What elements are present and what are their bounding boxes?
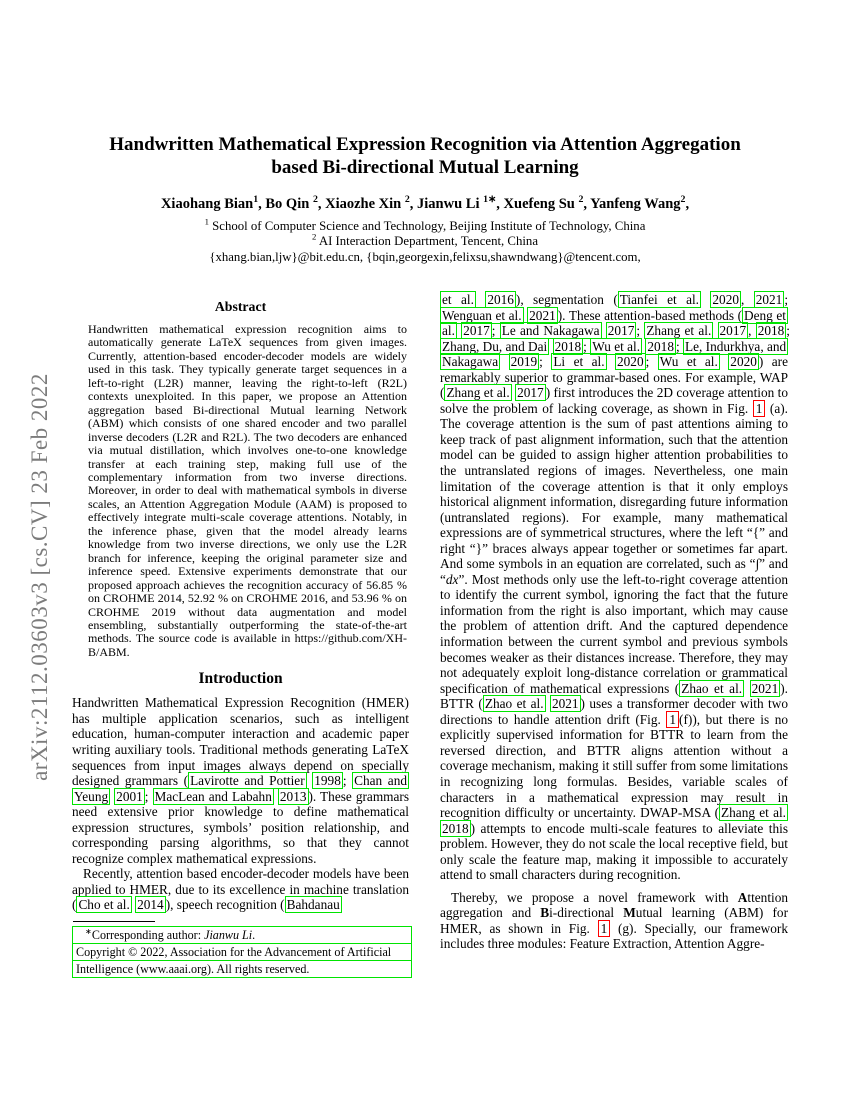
text-segment: Thereby, we propose a novel framework with	[451, 889, 738, 905]
figure-reference-link[interactable]: 1	[666, 711, 679, 728]
citation-link[interactable]: Tianfei et al.	[619, 292, 700, 307]
footnote-rule	[73, 921, 155, 922]
text-segment: i-directional	[549, 905, 624, 921]
citation-link[interactable]: Zhao et al.	[681, 680, 743, 696]
citation-link[interactable]: MacLean and Labahn	[154, 788, 272, 804]
citation-link[interactable]: et al.	[442, 292, 474, 307]
text-segment: ) attempts to encode multi-scale features to alleviate this problem. However, they do not scale the local receptive field, but only scale the feature map, making it impossible to accurately attend to small characters during recognition.	[440, 820, 788, 883]
text-segment: 2	[404, 194, 410, 206]
text-segment: ”. Most methods only use the left-to-right coverage attention to identify the current symbol, ignoring the fact that the future information from the right is also important, which may cause the problem of attention drift. And the captured dependence information between the current symbol and previous symbols becomes weaker as their distances increase. Therefore, they may not adequately exploit long-distance correlation or grammatical specification of mathematical expressions (	[440, 571, 788, 696]
text-segment: ;	[491, 323, 500, 339]
citation-link[interactable]: Wu et al.	[592, 338, 641, 354]
citation-link[interactable]: 2021	[529, 307, 556, 323]
text-segment: ). These attention-based methods (	[557, 307, 743, 323]
footnote-copyright-line-1: Copyright © 2022, Association for the Advancement of Artificial	[72, 943, 412, 961]
citation-link[interactable]: Zhang et al.	[721, 805, 786, 821]
intro-paragraph-2	[72, 866, 409, 913]
citation-link[interactable]: 2021	[551, 696, 579, 712]
text-segment	[701, 292, 710, 307]
citation-link[interactable]: Chan and Yeung	[74, 773, 408, 804]
citation-link[interactable]: Zhang et al.	[446, 385, 510, 401]
citation-link[interactable]: Lavirotte and Pottier	[190, 773, 305, 789]
footnote-block	[72, 921, 412, 978]
introduction-heading: Introduction	[198, 670, 283, 688]
text-segment: , Xuefeng Su	[496, 196, 579, 212]
citation-link[interactable]: 2019	[510, 354, 538, 370]
text-segment: ). BTTR (	[440, 680, 788, 712]
affiliation-2	[0, 234, 850, 249]
footnote-copyright-line-2: Intelligence (www.aaai.org). All rights reserved.	[72, 960, 412, 978]
text-segment: 1	[253, 194, 259, 206]
right-column	[440, 292, 788, 952]
figure-reference-link[interactable]: 1	[753, 400, 766, 417]
citation-link[interactable]: 2017	[463, 323, 490, 339]
citation-link[interactable]: 2018	[757, 323, 785, 339]
left-column	[72, 299, 409, 913]
text-segment	[713, 323, 717, 338]
abstract-text: Handwritten mathematical expression recognition aims to automatically generate LaTeX sequences from given images. Currently, attention-based encoder-decoder models are widely used in this task. They typically generate target sequences in a left-to-right (L2R) manner, leaving the right-to-left (R2L) contexts unexploited. In this paper, we propose an Attention aggregation based Bi-directional Mutual learning Network (ABM) which consists of one shared encoder and two parallel inverse decoders (L2R and R2L). The two decoders are enhanced via mutual distillation, which involves one-to-one knowledge transfer at each training step, making full use of the complementary information from two inverse directions. Moreover, in order to deal with mathematical symbols in diverse scales, an Attention Aggregation Module (AAM) is proposed to effectively integrate multi-scale coverage attentions. Notably, in the inference phase, given that the model already learns knowledge from two inverse directions, we only use the L2R branch for inference, keeping the original parameter size and inference speed. Extensive experiments demonstrate that our proposed approach achieves the recognition accuracy of 56.85 % on CROHME 2014, 52.92 % on CROHME 2016, and 53.96 % on CROHME 2019 without data augmentation and model ensembling, substantially outperforming the state-of-the-art methods. The source code is available in https://github.com/XH-B/ABM.	[88, 322, 407, 659]
citation-link[interactable]: Zhang, Du, and Dai	[442, 338, 548, 354]
text-segment	[500, 354, 508, 369]
citation-link[interactable]: Le, Indurkhya, and Nakagawa	[442, 338, 787, 370]
text-segment: ,	[741, 292, 754, 307]
text-segment: ;	[645, 354, 658, 370]
emails-line: {xhang.bian,ljw}@bit.edu.cn, {bqin,georgexin,felixsu,shawndwang}@tencent.com,	[209, 249, 641, 264]
text-segment: ), speech recognition (	[165, 897, 285, 913]
paper-title-line-2: based Bi-directional Mutual Learning	[271, 157, 579, 178]
affiliations-block	[0, 216, 850, 265]
citation-link[interactable]: 2014	[137, 897, 164, 913]
text-segment: ∗	[85, 926, 92, 936]
text-segment: Jianwu Li	[204, 928, 253, 942]
citation-link[interactable]: Zhao et al.	[484, 696, 544, 712]
text-segment	[744, 681, 750, 696]
text-segment: ;	[539, 354, 552, 370]
text-segment: ;	[583, 338, 591, 354]
citation-link[interactable]: 2013	[279, 788, 307, 804]
text-segment: M	[623, 905, 636, 921]
text-segment	[476, 292, 485, 307]
authors-line	[0, 196, 850, 213]
citation-link[interactable]: 2001	[116, 788, 143, 804]
text-segment: ). These grammars need extensive prior knowledge to define mathematical expression structures, symbols’ position relationship, and corresponding parsing algorithms, so that they cannot recognize complex mathematical expressions.	[72, 788, 410, 866]
text-segment: AI Interaction Department, Tencent, China	[316, 234, 538, 249]
citation-link[interactable]: 2016	[487, 292, 514, 307]
text-segment: 2	[680, 194, 686, 206]
text-segment: ,	[748, 323, 756, 339]
text-segment: ∫	[755, 556, 760, 572]
text-segment: 2	[578, 194, 584, 206]
text-segment: (a). The coverage attention is the sum of past attentions aiming to keep track of past alignment information, such that the attention model can be guided to assign higher attention probabilities to the untranslated regions of images. Nevertheless, one main limitation of the coverage attention is that it only employs historical alignment information, disregarding future information (untranslated regions). For example, many mathematical expressions are of symmetrical structures, where the left “{” and right “}” braces always appear together or sometimes far apart. And some symbols in an equation are correlated, such as “	[440, 400, 789, 572]
citation-link[interactable]: Deng et al.	[442, 307, 786, 339]
text-segment: , Bo Qin	[258, 196, 313, 212]
citation-link[interactable]: 2017	[517, 385, 544, 401]
text-segment: Recently, attention based encoder-decoder models have been applied to HMER, due to its excellence in machine translation (	[72, 866, 409, 913]
citation-link[interactable]: 2018	[647, 338, 674, 354]
text-segment: ;	[784, 292, 789, 307]
text-segment: 2	[311, 232, 317, 243]
citation-link[interactable]: Bahdanau	[286, 897, 340, 913]
citation-link[interactable]: 2020	[617, 354, 644, 370]
text-segment: ) uses a transformer decoder with two directions to handle attention drift (Fig.	[440, 696, 788, 727]
citation-link[interactable]: 2021	[755, 292, 783, 307]
paper-title-line-1: Handwritten Mathematical Expression Recognition via Attention Aggregation	[109, 134, 741, 155]
text-segment: Xiaohang Bian	[160, 196, 254, 212]
right-paragraph-2	[440, 890, 788, 952]
text-segment: dx	[445, 571, 459, 587]
arxiv-banner: arXiv:2112.03603v3 [cs.CV] 23 Feb 2022	[27, 373, 52, 781]
text-segment: utual learning (ABM) for HMER, as shown in Fig.	[440, 905, 788, 936]
citation-link[interactable]: 2020	[712, 292, 739, 307]
paper-title	[0, 133, 850, 179]
citation-link[interactable]: Zhang et al.	[646, 323, 712, 339]
text-segment: 2	[312, 194, 318, 206]
text-segment: ) first introduces the 2D coverage attention to solve the problem of lacking coverage, as shown in Fig.	[440, 385, 788, 416]
text-segment: School of Computer Science and Technology, Beijing Institute of Technology, China	[208, 219, 646, 233]
citation-link[interactable]: Wenguan et al.	[442, 307, 522, 323]
figure-reference-link[interactable]: 1	[598, 920, 611, 937]
citation-link[interactable]: Wu et al.	[659, 354, 718, 370]
text-segment: ;	[342, 773, 353, 789]
text-segment: (g). Specially, our framework includes three modules: Feature Extraction, Attention Aggre-	[440, 920, 788, 952]
abstract-heading: Abstract	[214, 299, 267, 314]
text-segment: , Xiaozhe Xin	[317, 196, 405, 212]
text-segment: ;	[675, 338, 683, 354]
text-segment: ttention aggregation and	[440, 889, 788, 921]
text-segment: ,	[685, 196, 690, 212]
citation-link[interactable]: Li et al.	[553, 354, 605, 370]
text-segment: ;	[786, 323, 790, 339]
citation-link[interactable]: 2018	[554, 338, 582, 354]
text-segment: Corresponding author:	[91, 928, 205, 942]
text-segment: 1	[204, 216, 209, 227]
text-segment: .	[252, 928, 256, 942]
text-segment	[607, 354, 615, 369]
text-segment: A	[737, 889, 748, 905]
citation-link[interactable]: 2020	[730, 354, 757, 370]
citation-link[interactable]: 2017	[607, 323, 635, 339]
text-segment: ) are remarkably superior to grammar-based ones. For example, WAP (	[440, 354, 788, 401]
text-segment: (f)), but there is no explicitly supervised information for BTTR to learn from the reversed direction, and BTTR aligns attention without a coverage mechanism, making it still suffer from some limitations in recognizing long formulas. Besides, variable scales of characters in a mathematical expression may result in recognition difficulty or uncertainty. DWAP-MSA (	[440, 711, 788, 821]
text-segment: Handwritten Mathematical Expression Recognition (HMER) has multiple application scenarios, such as intelligent education, human-computer interaction and academic paper writing auxiliary tools. Traditional methods generating LaTeX sequences from input images always depend on specially designed grammars (	[72, 695, 409, 789]
text-segment: , Yanfeng Wang	[583, 196, 681, 212]
text-segment: ), segmentation (	[515, 292, 618, 307]
citation-link[interactable]: 2017	[719, 323, 747, 339]
citation-link[interactable]: 2021	[751, 680, 779, 696]
footnote-corresponding-author	[72, 926, 412, 944]
intro-paragraph-1	[72, 695, 409, 866]
citation-link[interactable]: 2018	[442, 820, 469, 836]
text-segment: ;	[636, 323, 645, 339]
citation-link[interactable]: 1998	[314, 773, 341, 789]
affiliation-1	[0, 216, 850, 234]
text-segment: B	[540, 905, 550, 921]
text-segment: , Jianwu Li	[409, 196, 484, 212]
text-segment: 1∗	[483, 194, 497, 206]
text-segment: ;	[144, 788, 153, 804]
citation-link[interactable]: Cho et al.	[78, 897, 130, 913]
citation-link[interactable]: Le and Nakagawa	[501, 323, 600, 339]
right-paragraph-1	[440, 292, 788, 883]
text-segment: ” and “	[440, 556, 788, 587]
